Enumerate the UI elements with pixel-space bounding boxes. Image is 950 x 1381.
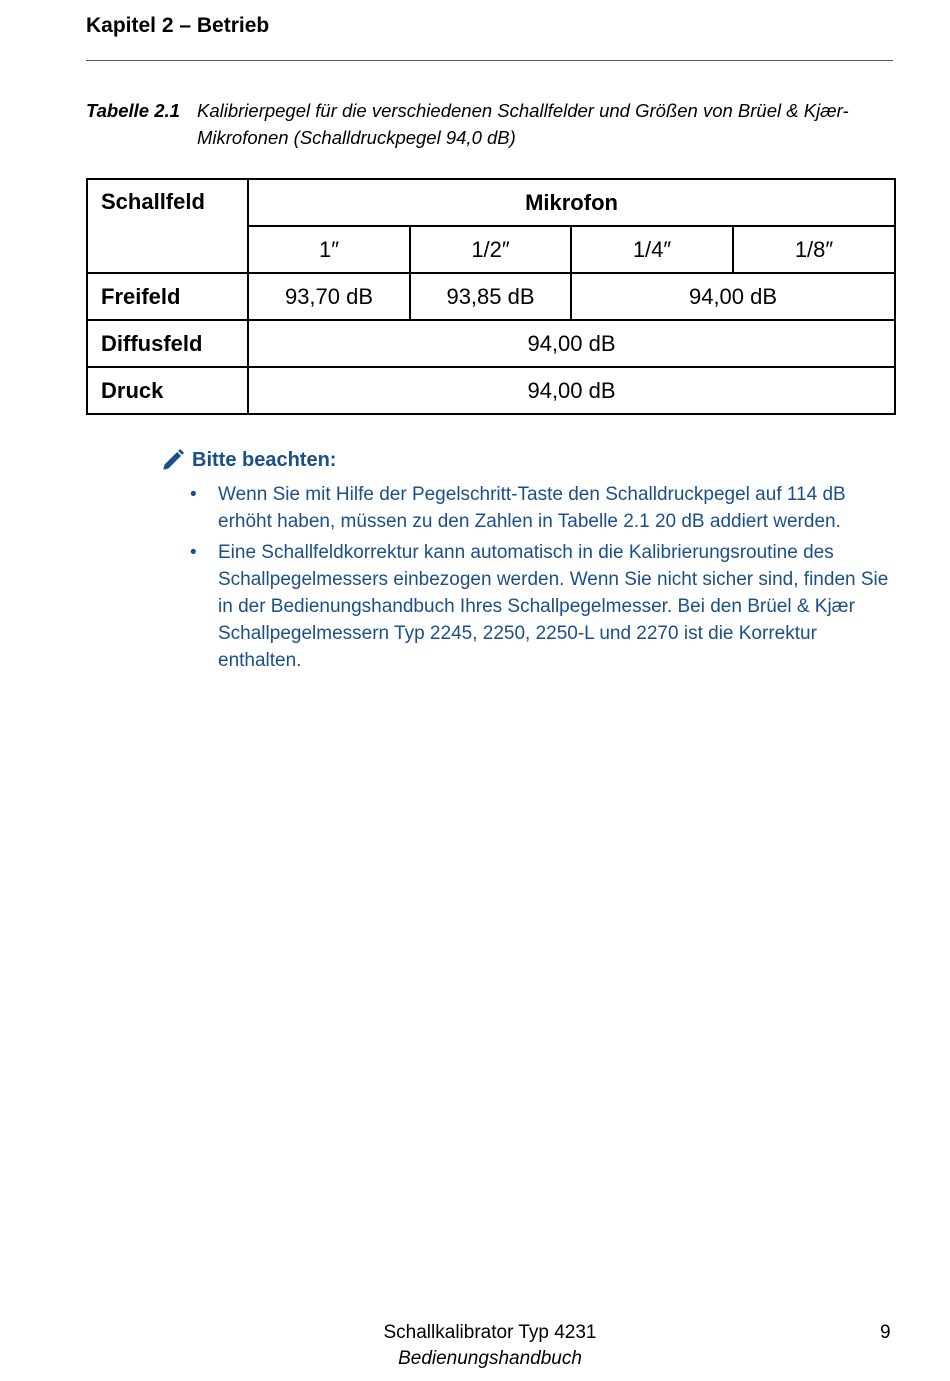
mic-size-1-4: 1/4″ xyxy=(571,226,733,273)
footer-title: Schallkalibrator Typ 4231 xyxy=(383,1322,597,1343)
note-list xyxy=(160,481,900,674)
note-item-text: Wenn Sie mit Hilfe der Pegelschritt-Taste den Schalldruckpegel auf 114 dB erhöht haben, müssen zu den Zahlen in Tabelle 2.1 20 dB addiert werden. xyxy=(218,484,846,532)
cell-value: 94,00 dB xyxy=(248,367,895,414)
table-row xyxy=(87,273,895,320)
caption-label: Tabelle 2.1 xyxy=(86,100,180,121)
note-heading xyxy=(160,447,900,473)
cell-value: 93,70 dB xyxy=(248,273,410,320)
cell-value: 94,00 dB xyxy=(571,273,895,320)
page-number: 9 xyxy=(880,1322,891,1343)
row-label-druck: Druck xyxy=(87,367,248,414)
mic-size-1: 1″ xyxy=(248,226,410,273)
chapter-title: Kapitel 2 – Betrieb xyxy=(86,14,270,37)
header-mikrofon: Mikrofon xyxy=(248,179,895,226)
bullet: • xyxy=(190,542,197,563)
cell-value: 94,00 dB xyxy=(248,320,895,367)
row-label-freifeld: Freifeld xyxy=(87,273,248,320)
note-item-text: Eine Schallfeldkorrektur kann automatisch in die Kalibrierungsroutine des Schallpegelmessers einbezogen werden. Wenn Sie nicht sicher sind, finden Sie in der Bedienungshandbuch Ihres Schallpegelmesser. Bei den Brüel & Kjær Schallpegelmessern Typ 2245, 2250, 2250-L und 2270 ist die Korrektur enthalten. xyxy=(218,542,889,671)
mic-size-1-8: 1/8″ xyxy=(733,226,895,273)
bullet: • xyxy=(190,484,197,505)
note-heading-text: Bitte beachten: xyxy=(192,448,337,471)
list-item xyxy=(160,539,900,674)
list-item xyxy=(160,481,900,535)
footer-subtitle: Bedienungshandbuch xyxy=(398,1348,582,1369)
table-row xyxy=(87,367,895,414)
caption-text: Kalibrierpegel für die verschiedenen Schallfelder und Größen von Brüel & Kjær-Mikrofonen (Schalldruckpegel 94,0 dB) xyxy=(197,100,849,148)
header-rule xyxy=(86,60,893,61)
calibration-table xyxy=(86,178,896,415)
header-schallfeld: Schallfeld xyxy=(87,179,248,273)
cell-value: 93,85 dB xyxy=(410,273,571,320)
note-box xyxy=(160,447,900,678)
row-label-diffusfeld: Diffusfeld xyxy=(87,320,248,367)
pencil-icon xyxy=(160,447,186,473)
mic-size-1-2: 1/2″ xyxy=(410,226,571,273)
table-row xyxy=(87,320,895,367)
